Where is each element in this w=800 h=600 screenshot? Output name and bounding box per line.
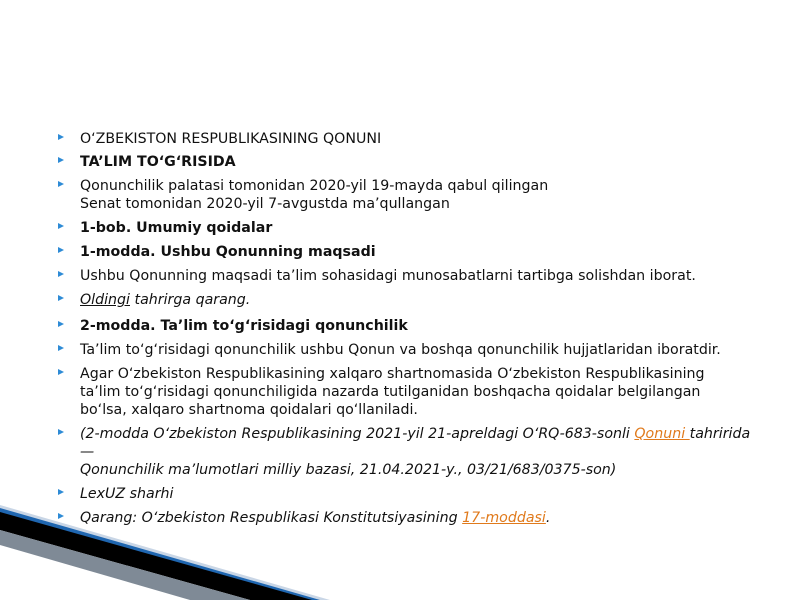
bullet-text: ta’lim to‘g‘risidagi qonunchiligida nazarda tutilganidan boshqacha qoidalar belgilangan bbox=[80, 384, 701, 400]
bullet-text: bo‘lsa, xalqaro shartnoma qoidalari qo‘llaniladi. bbox=[80, 402, 418, 418]
bullet-text: 1-bob. Umumiy qoidalar bbox=[80, 220, 273, 236]
bullet-item bbox=[58, 425, 758, 479]
bullet-arrow-icon bbox=[58, 295, 64, 301]
bullet-text: 1-modda. Ushbu Qonunning maqsadi bbox=[80, 244, 376, 260]
bullet-arrow-icon bbox=[58, 247, 64, 253]
bullet-item bbox=[58, 219, 758, 237]
bullet-text: (2-modda O‘zbekiston Respublikasining 2021-yil 21-apreldagi O‘RQ-683-sonli bbox=[80, 426, 635, 442]
bullet-arrow-icon bbox=[58, 489, 64, 495]
bullet-item bbox=[58, 267, 758, 285]
bullet-arrow-icon bbox=[58, 345, 64, 351]
bullet-text: O‘ZBEKISTON RESPUBLIKASINING QONUNI bbox=[80, 131, 382, 147]
bullet-list bbox=[58, 130, 758, 527]
bullet-text: . bbox=[545, 510, 551, 526]
bullet-text: Agar O‘zbekiston Respublikasining xalqaro shartnomasida O‘zbekiston Respublikasining bbox=[80, 366, 705, 382]
bullet-arrow-icon bbox=[58, 157, 64, 163]
bullet-item bbox=[58, 365, 758, 419]
bullet-text: TA’LIM TO‘G‘RISIDA bbox=[80, 154, 236, 170]
bullet-text: tahririda — bbox=[80, 426, 751, 460]
bullet-arrow-icon bbox=[58, 369, 64, 375]
bullet-text: tahrirga qarang. bbox=[130, 292, 251, 308]
bullet-text: Qonunchilik palatasi tomonidan 2020-yil 19-mayda qabul qilingan bbox=[80, 178, 549, 194]
bullet-text: LexUZ sharhi bbox=[80, 486, 174, 502]
bullet-text: Senat tomonidan 2020-yil 7-avgustda ma’qullangan bbox=[80, 196, 450, 212]
bullet-item bbox=[58, 341, 758, 359]
bullet-item bbox=[58, 177, 758, 213]
bullet-item bbox=[58, 130, 758, 148]
bullet-arrow-icon bbox=[58, 181, 64, 187]
bullet-text: Qarang: O‘zbekiston Respublikasi Konstitutsiyasining bbox=[80, 510, 463, 526]
bullet-item bbox=[58, 485, 758, 503]
bullet-arrow-icon bbox=[58, 134, 64, 140]
bullet-text: Qonunchilik ma’lumotlari milliy bazasi, 21.04.2021-y., 03/21/683/0375-son) bbox=[80, 462, 617, 478]
bullet-item bbox=[58, 291, 758, 309]
law-link[interactable]: 17-moddasi bbox=[462, 510, 546, 526]
bullet-item bbox=[58, 243, 758, 261]
bullet-text: Ta’lim to‘g‘risidagi qonunchilik ushbu Qonun va boshqa qonunchilik hujjatlaridan iboratdir. bbox=[80, 342, 721, 358]
law-link[interactable]: Qonuni bbox=[634, 426, 690, 442]
bullet-text: Oldingi bbox=[80, 292, 130, 308]
bullet-text: Ushbu Qonunning maqsadi ta’lim sohasidagi munosabatlarni tartibga solishdan iborat. bbox=[80, 268, 696, 284]
bullet-arrow-icon bbox=[58, 271, 64, 277]
bullet-arrow-icon bbox=[58, 513, 64, 519]
stripe-gray-shadow bbox=[0, 530, 250, 600]
bullet-item bbox=[58, 153, 758, 171]
bullet-item bbox=[58, 317, 758, 335]
bullet-arrow-icon bbox=[58, 223, 64, 229]
bullet-item bbox=[58, 509, 758, 527]
bullet-arrow-icon bbox=[58, 429, 64, 435]
bullet-arrow-icon bbox=[58, 321, 64, 327]
bullet-text: 2-modda. Ta’lim to‘g‘risidagi qonunchilik bbox=[80, 318, 408, 334]
